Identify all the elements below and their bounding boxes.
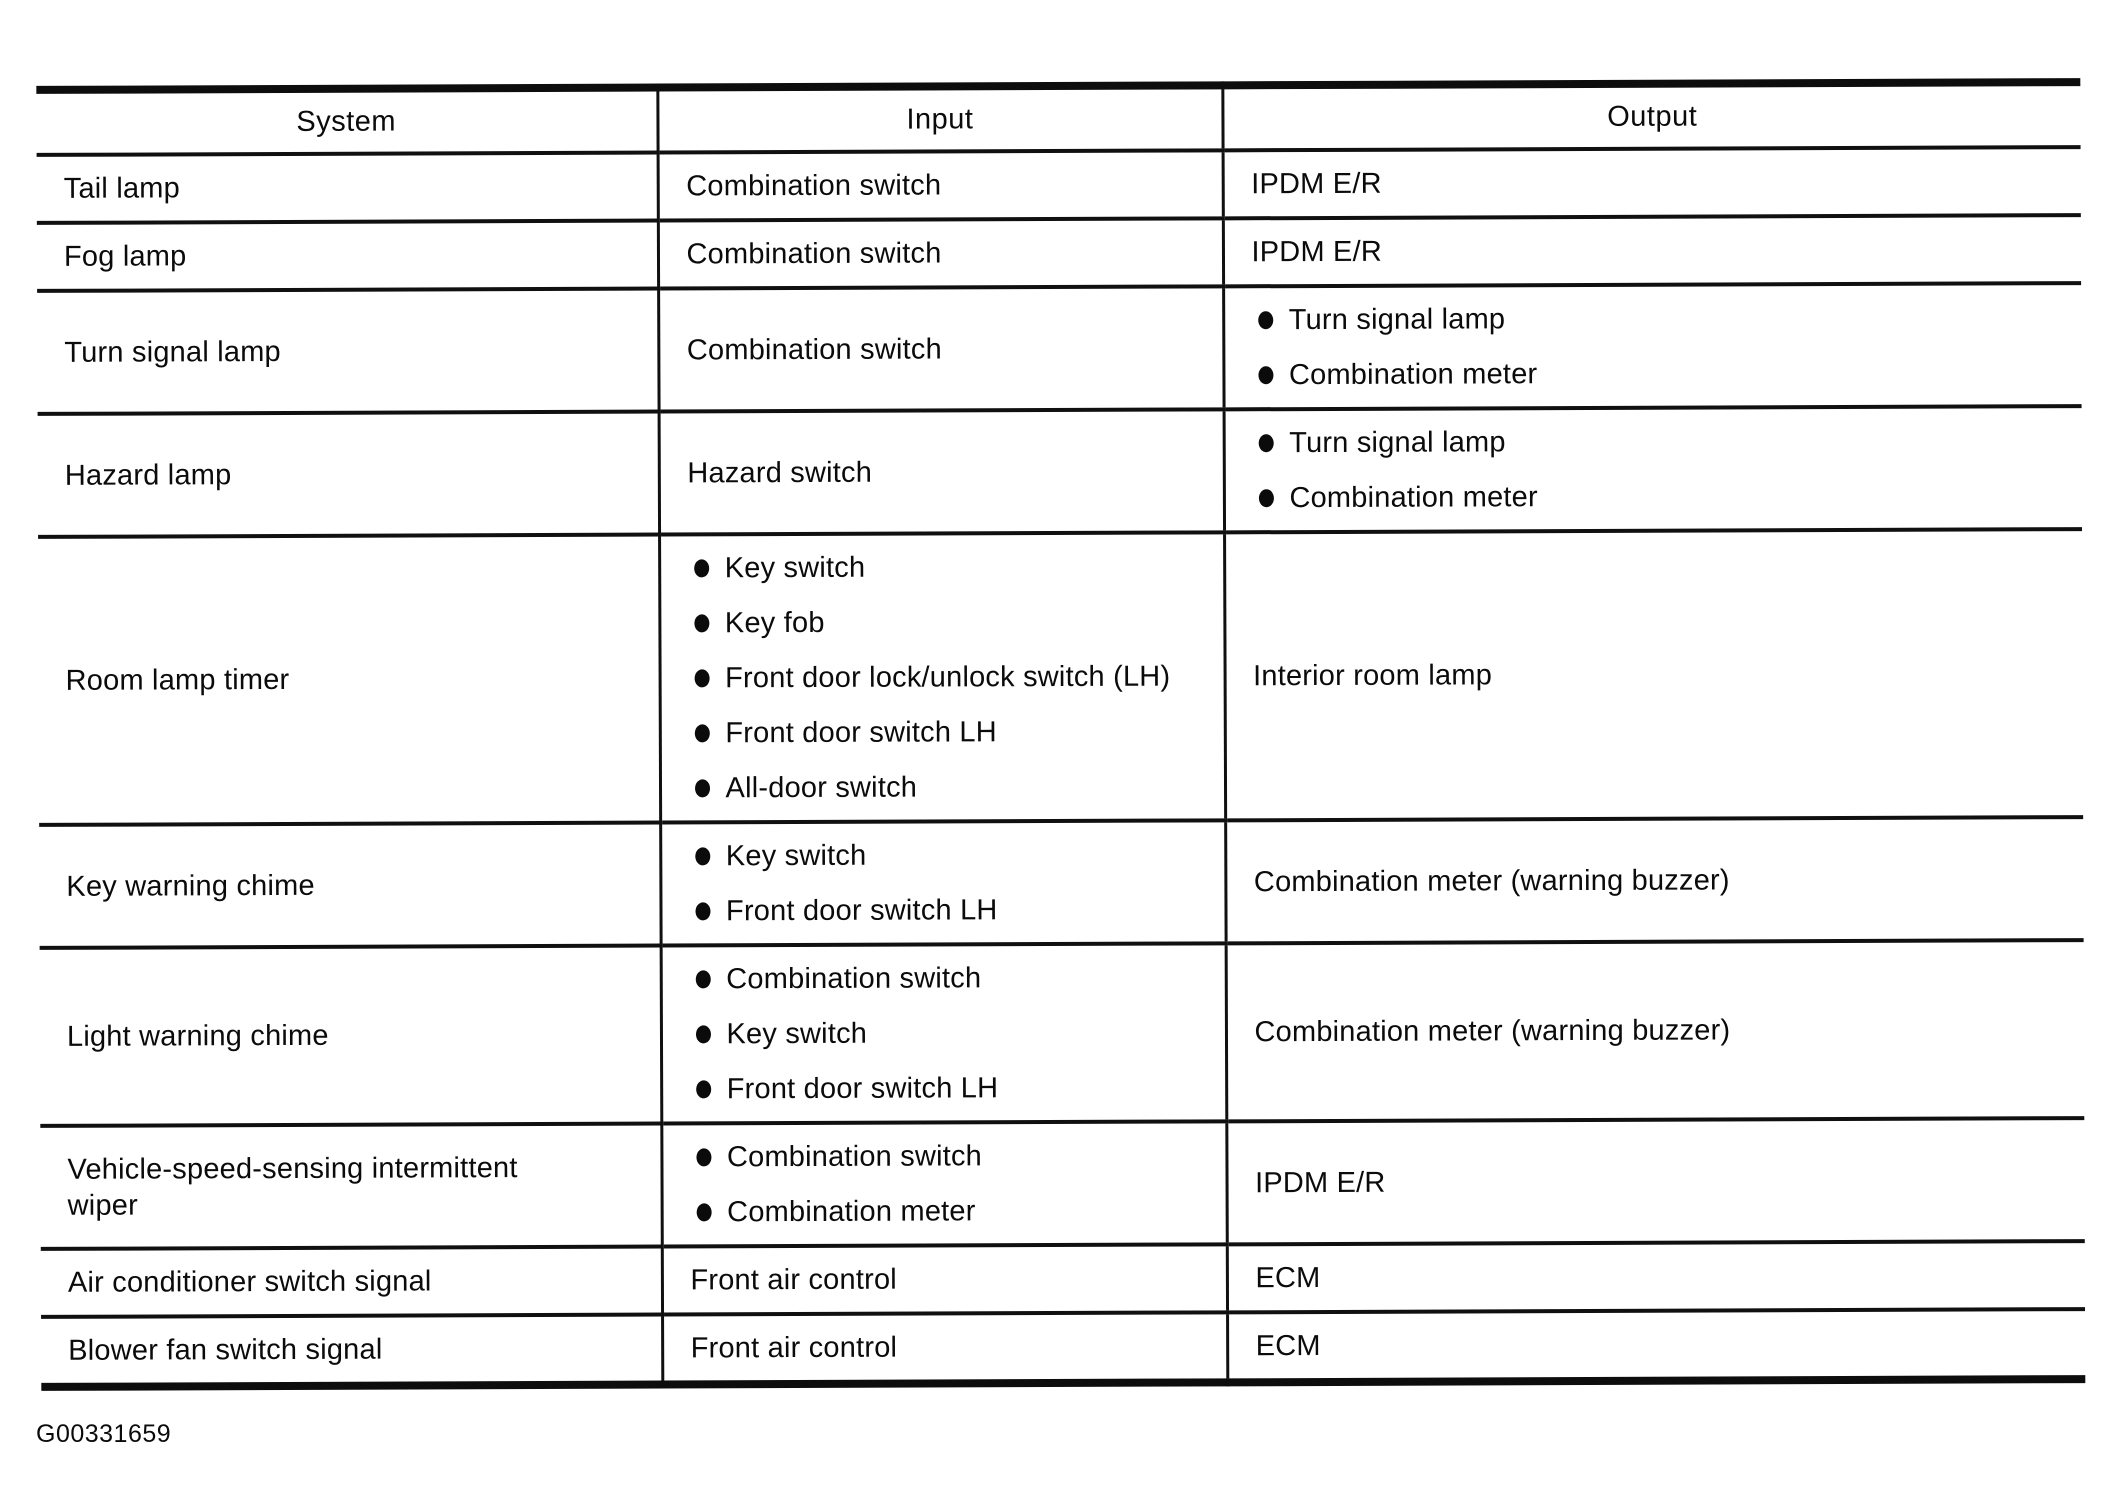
bullet-list-item <box>690 1192 1207 1230</box>
bullet-list-item <box>1252 299 2064 338</box>
cell-text: Turn signal lamp <box>1289 426 1506 460</box>
table-body <box>37 147 2086 1387</box>
cell-text: Key warning chime <box>66 869 315 903</box>
column-header-input: Input <box>657 85 1222 152</box>
bullet-list-item <box>1252 422 2064 461</box>
cell-output <box>1225 817 2083 943</box>
cell-text: ECM <box>1255 1262 1321 1295</box>
cell-system <box>38 412 659 537</box>
bullet-icon <box>694 614 709 632</box>
bullet-icon <box>696 1148 711 1166</box>
bullet-icon <box>1258 489 1273 507</box>
table-row <box>37 147 2081 223</box>
cell-text: Fog lamp <box>63 240 187 273</box>
bullet-icon <box>695 902 710 920</box>
cell-output <box>1226 940 2085 1121</box>
bullet-list-item <box>689 836 1206 874</box>
cell-text: Key switch <box>724 551 866 585</box>
cell-text: Hazard switch <box>687 456 873 489</box>
cell-system <box>40 946 662 1126</box>
cell-text: Combination switch <box>726 962 982 996</box>
cell-output <box>1226 1118 2084 1244</box>
bullet-icon <box>695 1025 710 1043</box>
bullet-icon <box>1258 434 1273 452</box>
cell-text: Combination meter <box>727 1195 976 1229</box>
bullet-list <box>689 959 1207 1107</box>
bullet-list-item <box>689 891 1206 929</box>
cell-system <box>39 823 660 948</box>
bullet-list-item <box>688 603 1205 641</box>
cell-text: Front door switch LH <box>726 1072 999 1106</box>
cell-input <box>661 1121 1226 1246</box>
cell-text: Vehicle-speed-sensing intermittent wiper <box>67 1151 518 1222</box>
cell-text: Combination meter (warning buzzer) <box>1254 1014 1731 1049</box>
cell-output <box>1223 215 2081 286</box>
bullet-icon <box>696 1080 711 1098</box>
cell-input <box>658 218 1223 288</box>
table-row <box>38 406 2082 537</box>
bullet-icon <box>696 1203 711 1221</box>
bullet-list-item <box>689 1014 1206 1052</box>
cell-output <box>1224 406 2082 532</box>
bullet-list-item <box>688 658 1205 696</box>
bullet-icon <box>694 669 709 687</box>
cell-text: Key switch <box>726 1017 868 1051</box>
bullet-icon <box>694 559 709 577</box>
cell-system <box>41 1315 662 1387</box>
cell-text: Light warning chime <box>66 1019 329 1053</box>
cell-system <box>37 153 658 223</box>
cell-system <box>37 221 658 291</box>
cell-output <box>1223 147 2081 218</box>
table-header-row <box>36 82 2080 155</box>
cell-output <box>1227 1309 2085 1382</box>
cell-system <box>38 535 660 825</box>
cell-text: Combination switch <box>686 332 942 366</box>
cell-input <box>662 1244 1227 1314</box>
column-header-output: Output <box>1222 82 2080 150</box>
cell-text: Front door lock/unlock switch (LH) <box>725 660 1171 695</box>
cell-text: Interior room lamp <box>1253 659 1493 693</box>
cell-input <box>658 150 1223 220</box>
cell-output <box>1224 529 2083 820</box>
cell-input <box>661 943 1227 1123</box>
bullet-list <box>1252 299 2064 393</box>
cell-text: Key switch <box>725 839 867 873</box>
bullet-list-item <box>1252 354 2064 393</box>
bullet-list-item <box>690 1069 1207 1107</box>
column-header-system: System <box>36 88 657 155</box>
table-row <box>40 940 2085 1126</box>
cell-text: Turn signal lamp <box>64 335 281 369</box>
bullet-list-item <box>1252 477 2064 516</box>
cell-text: Air conditioner switch signal <box>67 1265 432 1299</box>
table-row <box>41 1309 2085 1387</box>
table-row <box>38 529 2083 825</box>
cell-text: Room lamp timer <box>65 663 290 697</box>
bullet-list <box>1252 422 2064 516</box>
cell-text: IPDM E/R <box>1251 235 1383 269</box>
bullet-icon <box>1258 366 1273 384</box>
bullet-list <box>690 1137 1207 1230</box>
cell-text: Key fob <box>724 606 825 640</box>
cell-input <box>662 1312 1227 1384</box>
cell-text: IPDM E/R <box>1254 1166 1386 1199</box>
bullet-list <box>688 548 1206 806</box>
cell-text: Combination switch <box>686 169 942 203</box>
table-row <box>37 283 2081 414</box>
cell-input <box>659 532 1225 822</box>
table-row <box>40 1118 2084 1249</box>
cell-output <box>1223 283 2081 409</box>
cell-text: Combination meter (warning buzzer) <box>1253 863 1730 898</box>
cell-text: Turn signal lamp <box>1288 303 1506 337</box>
system-input-output-table <box>36 78 2085 1391</box>
bullet-list <box>689 836 1206 929</box>
cell-text: IPDM E/R <box>1251 167 1382 201</box>
cell-input <box>658 286 1223 411</box>
bullet-icon <box>694 724 709 742</box>
cell-text: Front air control <box>690 1263 897 1297</box>
cell-system <box>41 1247 662 1317</box>
cell-text: ECM <box>1255 1330 1321 1363</box>
cell-text: All-door switch <box>725 771 918 805</box>
cell-text: Combination meter <box>1288 358 1538 392</box>
bullet-icon <box>1258 311 1273 329</box>
cell-output <box>1227 1241 2085 1312</box>
cell-text: Front air control <box>690 1331 898 1365</box>
cell-input <box>659 409 1224 534</box>
cell-system <box>37 289 658 414</box>
cell-text: Blower fan switch signal <box>68 1333 383 1367</box>
bullet-list-item <box>689 959 1206 997</box>
bullet-list-item <box>688 713 1205 751</box>
cell-text: Combination switch <box>686 237 942 271</box>
cell-text: Hazard lamp <box>64 458 232 492</box>
cell-text: Tail lamp <box>63 172 181 205</box>
table-row <box>39 817 2083 948</box>
cell-text: Combination meter <box>1289 481 1538 515</box>
bullet-list-item <box>690 1137 1207 1175</box>
figure-id: G00331659 <box>36 1420 172 1448</box>
cell-input <box>660 820 1225 945</box>
table-row <box>41 1241 2085 1317</box>
table-row <box>37 215 2081 291</box>
cell-text: Combination switch <box>726 1140 983 1174</box>
bullet-list-item <box>688 768 1205 806</box>
cell-system <box>40 1124 661 1249</box>
cell-text: Front door switch LH <box>725 894 998 928</box>
bullet-icon <box>695 847 710 865</box>
bullet-list-item <box>688 548 1205 586</box>
cell-text: Front door switch LH <box>725 716 997 750</box>
bullet-icon <box>695 970 710 988</box>
bullet-icon <box>694 779 709 797</box>
